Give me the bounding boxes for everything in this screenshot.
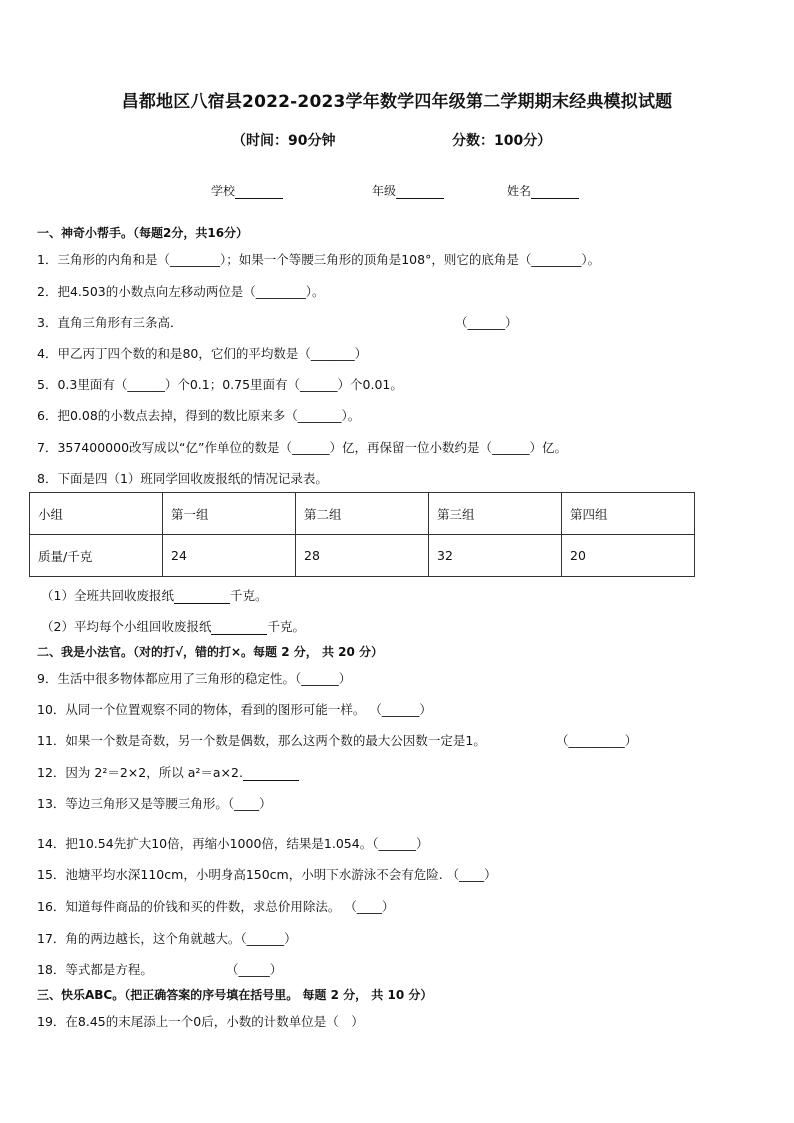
question-11	[37, 731, 638, 749]
question-10: 10．从同一个位置观察不同的物体，看到的图形可能一样。 （______）	[37, 702, 432, 717]
question-12-blank[interactable]	[243, 768, 299, 781]
section-heading-3: 三、快乐ABC。（把正确答案的序号填在括号里。 每题 2 分， 共 10 分）	[37, 988, 433, 1002]
school-field	[211, 182, 283, 199]
question-12	[37, 763, 299, 781]
grade-blank[interactable]	[396, 186, 444, 199]
question-18-answer: （_____）	[226, 962, 283, 977]
sub1-blank[interactable]	[174, 591, 230, 604]
total-score: 分数：100分）	[452, 133, 552, 149]
grade-label: 年级	[372, 184, 397, 198]
question-16: 16．知道每件商品的价钱和买的件数，求总价用除法。 （____）	[37, 899, 395, 914]
question-8-sub-1	[41, 586, 267, 604]
sub2-blank[interactable]	[211, 622, 267, 635]
section-heading-2: 二、我是小法官。（对的打√，错的打×。每题 2 分， 共 20 分）	[37, 645, 383, 659]
question-7: 7．357400000改写成以“亿”作单位的数是（______）亿，再保留一位小数约是（______）亿。	[37, 440, 567, 455]
table-cell: 第二组	[296, 493, 429, 535]
table-cell: 32	[429, 535, 562, 577]
table-cell: 24	[163, 535, 296, 577]
question-4: 4．甲乙丙丁四个数的和是80，它们的平均数是（_______）	[37, 346, 368, 361]
sub2-text: （2）平均每个小组回收废报纸	[41, 619, 212, 634]
question-18	[37, 960, 283, 978]
question-6: 6．把0.08的小数点去掉，得到的数比原来多（_______）。	[37, 408, 361, 423]
question-2: 2．把4.503的小数点向左移动两位是（________）。	[37, 284, 325, 299]
table-cell: 第一组	[163, 493, 296, 535]
question-15: 15．池塘平均水深110cm，小明身高150cm，小明下水游泳不会有危险. （____）	[37, 867, 497, 882]
section-heading-1: 一、神奇小帮手。（每题2分，共16分）	[37, 226, 249, 240]
school-label: 学校	[211, 184, 236, 198]
question-11-text: 11．如果一个数是奇数，另一个数是偶数，那么这两个数的最大公因数一定是1。	[37, 733, 486, 748]
question-3-answer: （______）	[455, 315, 518, 330]
sub2-unit: 千克。	[267, 619, 305, 634]
table-cell: 质量/千克	[30, 535, 163, 577]
question-9: 9．生活中很多物体都应用了三角形的稳定性。（______）	[37, 671, 352, 686]
question-5: 5．0.3里面有（______）个0.1；0.75里面有（______）个0.01。	[37, 377, 403, 392]
question-3-text: 3．直角三角形有三条高．	[37, 315, 183, 330]
table-cell: 28	[296, 535, 429, 577]
name-label: 姓名	[507, 184, 532, 198]
question-8: 8．下面是四（1）班同学回收废报纸的情况记录表。	[37, 471, 328, 486]
question-11-answer: （_________）	[556, 733, 638, 748]
question-19: 19．在8.45的末尾添上一个0后，小数的计数单位是（ ）	[37, 1014, 364, 1029]
time-limit: （时间：90分钟	[232, 133, 336, 149]
sub1-text: （1）全班共回收废报纸	[41, 588, 174, 603]
name-blank[interactable]	[531, 186, 579, 199]
school-blank[interactable]	[235, 186, 283, 199]
question-3	[37, 313, 518, 331]
question-13: 13．等边三角形又是等腰三角形。（____）	[37, 796, 272, 811]
grade-field	[372, 182, 444, 199]
table-cell: 小组	[30, 493, 163, 535]
question-18-text: 18．等式都是方程。	[37, 962, 153, 977]
question-17: 17．角的两边越长，这个角就越大。（______）	[37, 931, 297, 946]
question-1: 1．三角形的内角和是（________）；如果一个等腰三角形的顶角是108°，则它的底角是（________）。	[37, 252, 601, 267]
table-cell: 第三组	[429, 493, 562, 535]
name-field	[507, 182, 579, 199]
table-cell: 20	[562, 535, 695, 577]
question-8-sub-2	[41, 617, 305, 635]
table-row	[30, 535, 695, 577]
record-table	[29, 492, 695, 577]
table-cell: 第四组	[562, 493, 695, 535]
question-12-text: 12．因为 2²＝2×2，所以 a²＝a×2.	[37, 765, 243, 780]
table-header-row	[30, 493, 695, 535]
question-14: 14．把10.54先扩大10倍，再缩小1000倍，结果是1.054。（______）	[37, 836, 429, 851]
sub1-unit: 千克。	[229, 588, 268, 603]
page-title: 昌都地区八宿县2022-2023学年数学四年级第二学期期末经典模拟试题	[121, 92, 673, 112]
